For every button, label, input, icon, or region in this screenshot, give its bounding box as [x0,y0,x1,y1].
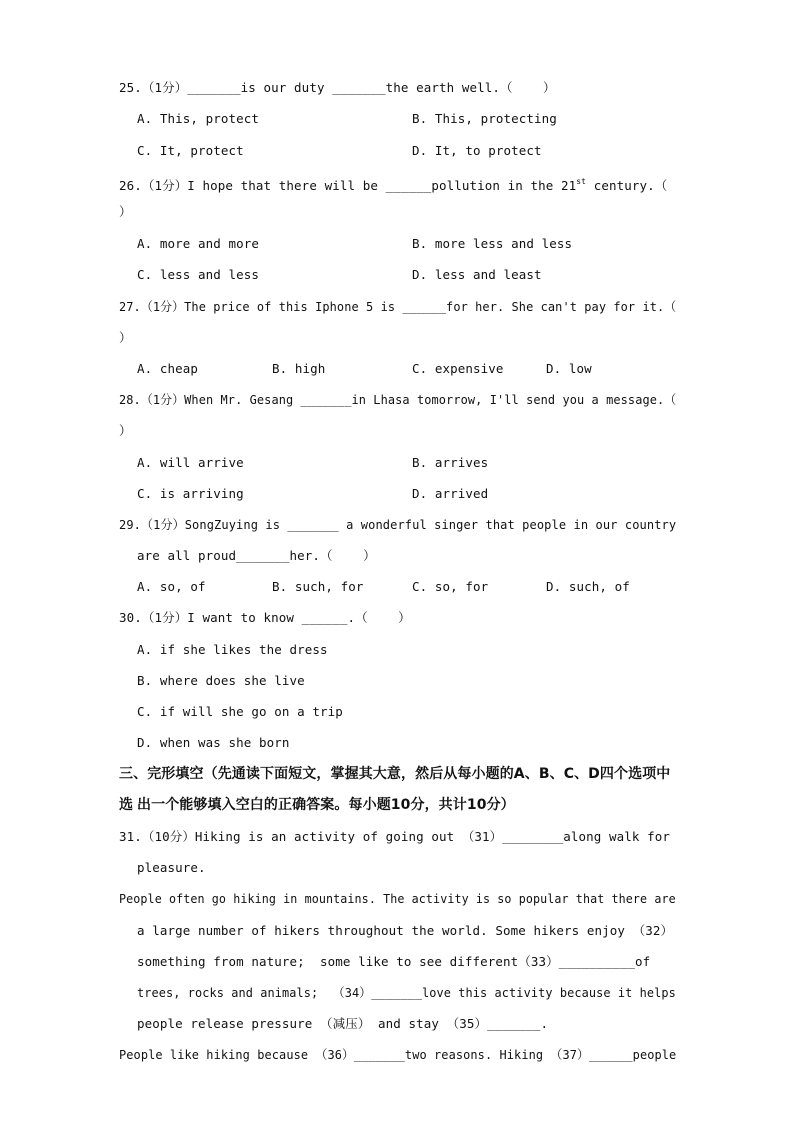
question-26-stem [119,174,667,194]
question-30-stem: 30.（1分）I want to know ______.（ ） [119,610,411,625]
question-26-stem-text: 26.（1分）I hope that there will be ______pollution in the 21 [119,178,577,193]
passage-paragraph-1-line-4: trees, rocks and animals; （34）_______love this activity because it helps [137,985,676,1000]
question-29-stem: 29.（1分）SongZuying is _______ a wonderful singer that people in our country [119,517,677,532]
question-25-option-a: A. This, protect [137,111,260,126]
question-27-stem-close: ） [119,330,132,345]
passage-paragraph-1-line-1: People often go hiking in mountains. The activity is so popular that there are [119,891,676,906]
question-29-option-b: B. such, for [272,579,364,594]
question-29-option-c: C. so, for [412,579,489,594]
section-3-title-line-2: 出一个能够填入空白的正确答案。每小题10分，共计10分） [137,797,515,813]
section-3-title-line-1: 三、完形填空（先通读下面短文，掌握其大意，然后从每小题的A、B、C、D四个选项中选 [119,766,671,813]
passage-paragraph-1-line-2: a large number of hikers throughout the world. Some hikers enjoy （32） [137,923,674,938]
question-29-stem-continued: are all proud_______her.（ ） [137,548,376,563]
passage-paragraph-1-line-3: something from nature; some like to see different（33）__________of [137,954,651,969]
question-30-option-d: D. when was she born [137,735,290,750]
question-29-option-d: D. such, of [546,579,630,594]
question-27-option-d: D. low [546,361,592,376]
question-25-option-d: D. It, to protect [412,143,542,158]
question-27-stem: 27.（1分）The price of this Iphone 5 is ______for her. She can't pay for it.（ [119,299,677,314]
question-31-line-1: 31.（10分）Hiking is an activity of going out （31）________along walk for [119,829,671,844]
question-26-option-b: B. more less and less [412,236,573,251]
question-25-option-b: B. This, protecting [412,111,557,126]
question-26-option-c: C. less and less [137,267,260,282]
question-26-stem-close: ） [119,204,132,219]
question-31-line-2: pleasure. [137,860,206,875]
question-26-option-d: D. less and least [412,267,542,282]
question-28-option-b: B. arrives [412,455,489,470]
passage-paragraph-1-line-5: people release pressure （减压） and stay （35）_______. [137,1016,549,1031]
question-25-option-c: C. It, protect [137,143,244,158]
question-28-option-d: D. arrived [412,486,489,501]
question-28-option-c: C. is arriving [137,486,244,501]
question-30-option-a: A. if she likes the dress [137,642,328,657]
question-26-option-a: A. more and more [137,236,260,251]
question-27-option-a: A. cheap [137,361,199,376]
question-28-option-a: A. will arrive [137,455,244,470]
question-26-superscript: st [576,177,587,186]
question-25-stem: 25.（1分）_______is our duty _______the earth well.（ ） [119,80,556,95]
question-28-stem: 28.（1分）When Mr. Gesang _______in Lhasa tomorrow, I'll send you a message.（ [119,392,677,407]
question-30-option-c: C. if will she go on a trip [137,704,343,719]
question-29-option-a: A. so, of [137,579,206,594]
question-27-option-c: C. expensive [412,361,504,376]
question-28-stem-close: ） [119,423,132,438]
passage-paragraph-2-line-1: People like hiking because （36）_______two reasons. Hiking （37）______people [119,1047,677,1062]
question-26-stem-tail: century.（ [586,178,668,193]
question-30-option-b: B. where does she live [137,673,305,688]
question-27-option-b: B. high [272,361,326,376]
